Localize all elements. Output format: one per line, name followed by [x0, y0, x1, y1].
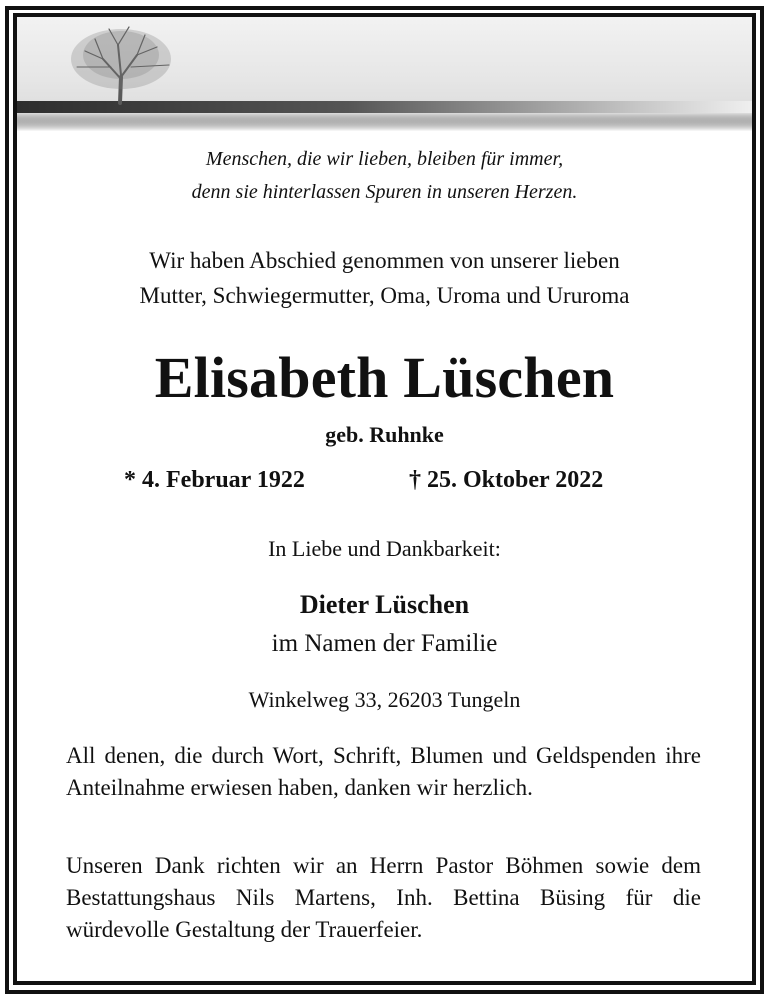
intro-line-1: Wir haben Abschied genommen von unserer lieben — [149, 248, 620, 273]
maiden-name: geb. Ruhnke — [325, 422, 444, 447]
signer-name: Dieter Lüschen — [299, 590, 470, 619]
death-date: † 25. Oktober 2022 — [409, 467, 604, 493]
address: Winkelweg 33, 26203 Tungeln — [248, 687, 521, 712]
memorial-quote — [17, 143, 752, 209]
deceased-name: Elisabeth Lüschen — [154, 345, 615, 410]
lone-tree-landscape-icon — [17, 17, 752, 131]
announcement-intro — [17, 243, 752, 313]
quote-line-1: Menschen, die wir lieben, bleiben für immer, — [205, 148, 564, 170]
tree-landscape-image — [17, 17, 752, 131]
thanks-paragraph-1: All denen, die durch Wort, Schrift, Blumen und Geldspenden ihre Anteilnahme erwiesen haben, danken wir herzlich. — [66, 743, 701, 800]
love-line: In Liebe und Dankbarkeit: — [268, 536, 501, 561]
birth-date: * 4. Februar 1922 — [124, 467, 305, 493]
thanks-paragraph-2: Unseren Dank richten wir an Herrn Pastor Böhmen sowie dem Bestattungshaus Nils Martens, Inh. Bettina Büsing für die würdevolle Gestaltung der Trauerfeier. — [66, 853, 701, 942]
family-line: im Namen der Familie — [271, 630, 498, 657]
intro-line-2: Mutter, Schwiegermutter, Oma, Uroma und Ururoma — [139, 283, 630, 308]
quote-line-2: denn sie hinterlassen Spuren in unseren Herzen. — [191, 181, 578, 203]
